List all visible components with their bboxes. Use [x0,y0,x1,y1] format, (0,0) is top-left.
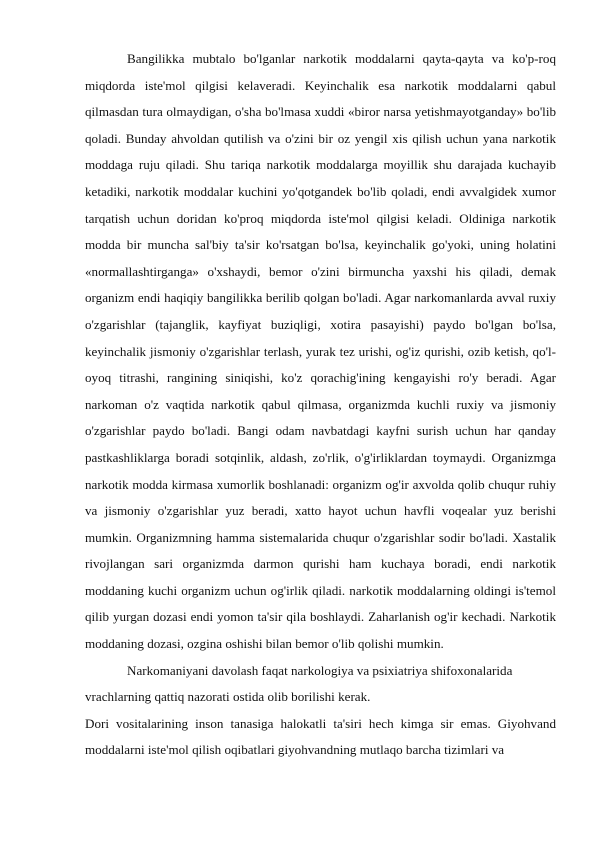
paragraph-addiction-description: Bangilikka mubtalo bo'lganlar narkotik moddalarni qayta-qayta va ko'p-roq miqdorda iste'mol qilgisi kelaveradi. Keyinchalik esa narkotik moddalarni qabul qilmasdan tura olmaydigan, o'sha bo'lmasa xuddi «biror narsa yetishmayotganday» bo'lib qoladi. Bunday ahvoldan qutilish va o'zini bir oz yengil xis qilish uchun yana narkotik moddaga ruju qiladi. Shu tariqa narkotik moddalarga moyillik shu darajada kuchayib ketadiki, narkotik moddalar kuchini yo'qotgandek bo'lib qoladi, endi avvalgidek xumor tarqatish uchun doridan ko'proq miqdorda iste'mol qilgisi keladi. Oldiniga narkotik modda bir muncha sal'biy ta'sir ko'rsatgan bo'lsa, keyinchalik go'yoki, uning holatini «normallashtirganga» o'xshaydi, bemor o'zini birmuncha yaxshi his qiladi, demak organizm endi haqiqiy bangilikka berilib qolgan bo'ladi. Agar narkomanlarda avval ruxiy o'zgarishlar (tajanglik, kayfiyat buziqligi, xotira pasayishi) paydo bo'lgan bo'lsa, keyinchalik jismoniy o'zgarishlar terlash, yurak tez urishi, og'iz qurishi, ozib ketish, qo'l-oyoq titrashi, rangining siniqishi, ko'z qorachig'ining kengayishi ro'y beradi. Agar narkoman o'z vaqtida narkotik qabul qilmasa, organizmda kuchli ruxiy va jismoniy o'zgarishlar paydo bo'ladi. Bangi odam navbatdagi kayfni surish uchun har qanday pastkashliklarga boradi sotqinlik, aldash, zo'rlik, o'g'irliklardan toymaydi. Organizmga narkotik modda kirmasa xumorlik boshlanadi: organizm og'ir axvolda qolib chuqur ruhiy va jismoniy o'zgarishlar yuz beradi, xatto hayot uchun havfli voqealar yuz berishi mumkin. Organizmning hamma sistemalarida chuqur o'zgarishlar sodir bo'ladi. Xastalik rivojlangan sari organizmda darmon qurishi ham kuchaya boradi, endi narkotik moddaning kuchi organizm uchun og'irlik qiladi. narkotik moddalarning oldingi is'temol qilib yurgan dozasi endi yomon ta'sir qila boshlaydi. Zaharlanish og'ir kechadi. Narkotik moddaning dozasi, ozgina oshishi bilan bemor o'lib qolishi mumkin. [85,51,556,652]
paragraph-treatment-line-2: vrachlarning qattiq nazorati ostida olib borilishi kerak. [85,689,371,705]
document-body [85,46,556,764]
paragraph-treatment-line-1: Narkomaniyani davolash faqat narkologiya va psixiatriya shifoxonalarida [127,662,513,678]
paragraph-drug-effects: Dori vositalarining inson tanasiga halokatli ta'siri hech kimga sir emas. Giyohvand moddalarni iste'mol qilish oqibatlari giyohvandning mutlaqo barcha tizimlari va [85,715,556,758]
